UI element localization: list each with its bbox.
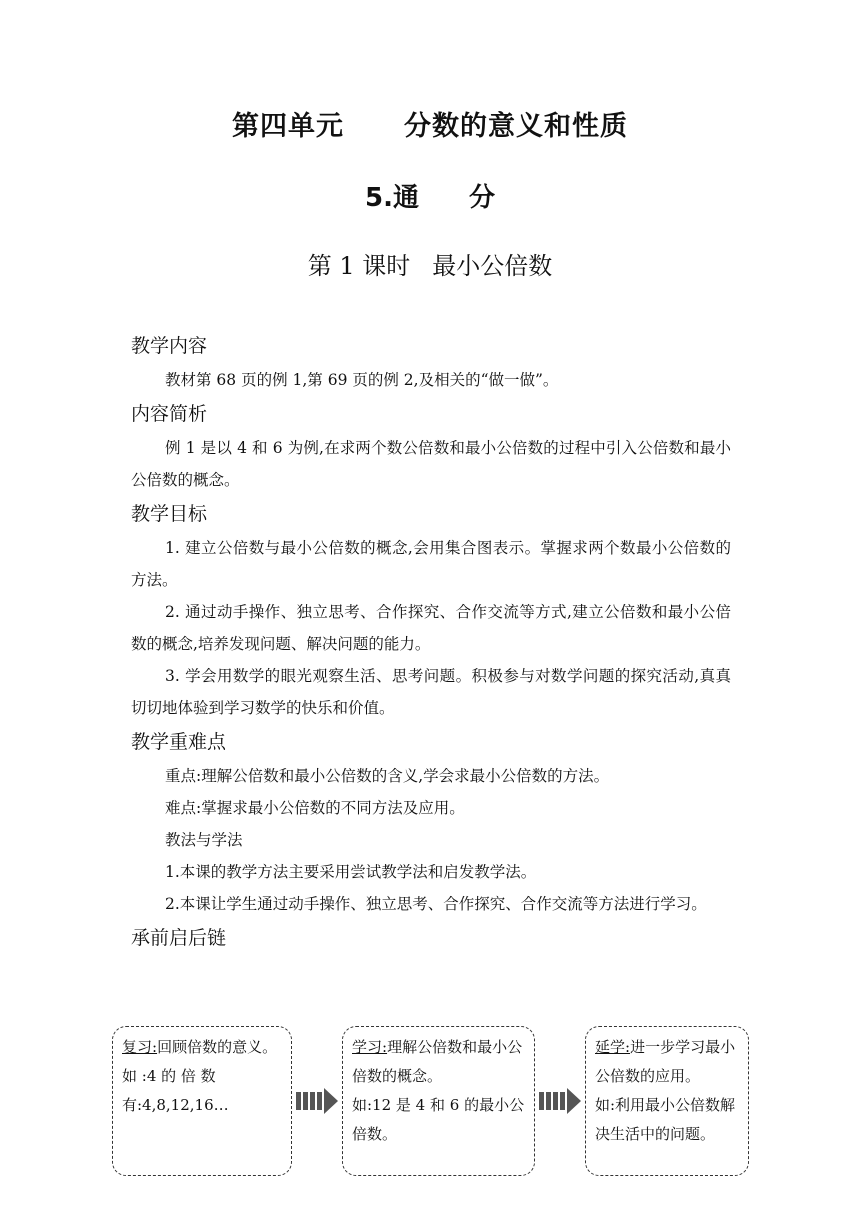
period-name: 最小公倍数 [432, 252, 553, 280]
arrow-right-icon [296, 1088, 338, 1114]
section-heading-content: 教学内容 [131, 335, 208, 357]
learn-box [342, 1026, 535, 1176]
learn-example: 如:12 是 4 和 6 的最小公倍数。 [352, 1096, 525, 1143]
goal-item-2: 2. 通过动手操作、独立思考、合作探究、合作交流等方式,建立公倍数和最小公倍数的概念,培养发现问题、解决问题的能力。 [131, 603, 731, 653]
section-heading-chain: 承前启后链 [131, 927, 227, 949]
unit-name: 分数的意义和性质 [404, 111, 628, 142]
lesson-title [0, 177, 860, 214]
extend-box [585, 1026, 749, 1176]
unit-title [0, 104, 860, 143]
review-example: 如 :4 的 倍 数有:4,8,12,16… [122, 1067, 229, 1114]
learn-label: 学习: [352, 1038, 388, 1056]
learning-chain-diagram [0, 1026, 860, 1176]
analysis-text: 例 1 是以 4 和 6 为例,在求两个数公倍数和最小公倍数的过程中引入公倍数和最小公倍数的概念。 [131, 439, 731, 489]
lesson-content [131, 328, 731, 956]
method-item-1: 1.本课的教学方法主要采用尝试教学法和启发教学法。 [165, 863, 537, 881]
methods-heading: 教法与学法 [165, 831, 243, 849]
period-number: 第 1 课时 [307, 252, 411, 280]
period-title [0, 246, 860, 281]
section-heading-keypoints: 教学重难点 [131, 731, 227, 753]
extend-label: 延学: [595, 1038, 631, 1056]
extend-example: 如:利用最小公倍数解决生活中的问题。 [595, 1096, 736, 1143]
review-box [112, 1026, 292, 1176]
method-item-2: 2.本课让学生通过动手操作、独立思考、合作探究、合作交流等方法进行学习。 [165, 895, 707, 913]
extend-text: 进一步学习最小公倍数的应用。 [595, 1038, 736, 1085]
review-text: 回顾倍数的意义。 [157, 1038, 278, 1056]
learn-text: 理解公倍数和最小公倍数的概念。 [352, 1038, 523, 1085]
difficult-point: 难点:掌握求最小公倍数的不同方法及应用。 [165, 799, 465, 817]
goal-item-3: 3. 学会用数学的眼光观察生活、思考问题。积极参与对数学问题的探究活动,真真切切地体验到学习数学的快乐和价值。 [131, 667, 731, 717]
lesson-number: 5.通 [365, 183, 419, 213]
key-point: 重点:理解公倍数和最小公倍数的含义,学会求最小公倍数的方法。 [165, 767, 610, 785]
lesson-name: 分 [468, 183, 495, 213]
arrow-right-icon [539, 1088, 581, 1114]
section-heading-goals: 教学目标 [131, 503, 208, 525]
content-text: 教材第 68 页的例 1,第 69 页的例 2,及相关的“做一做”。 [165, 371, 559, 389]
review-label: 复习: [122, 1038, 158, 1056]
section-heading-analysis: 内容简析 [131, 403, 208, 425]
goal-item-1: 1. 建立公倍数与最小公倍数的概念,会用集合图表示。掌握求两个数最小公倍数的方法。 [131, 539, 731, 589]
unit-number: 第四单元 [232, 111, 344, 142]
